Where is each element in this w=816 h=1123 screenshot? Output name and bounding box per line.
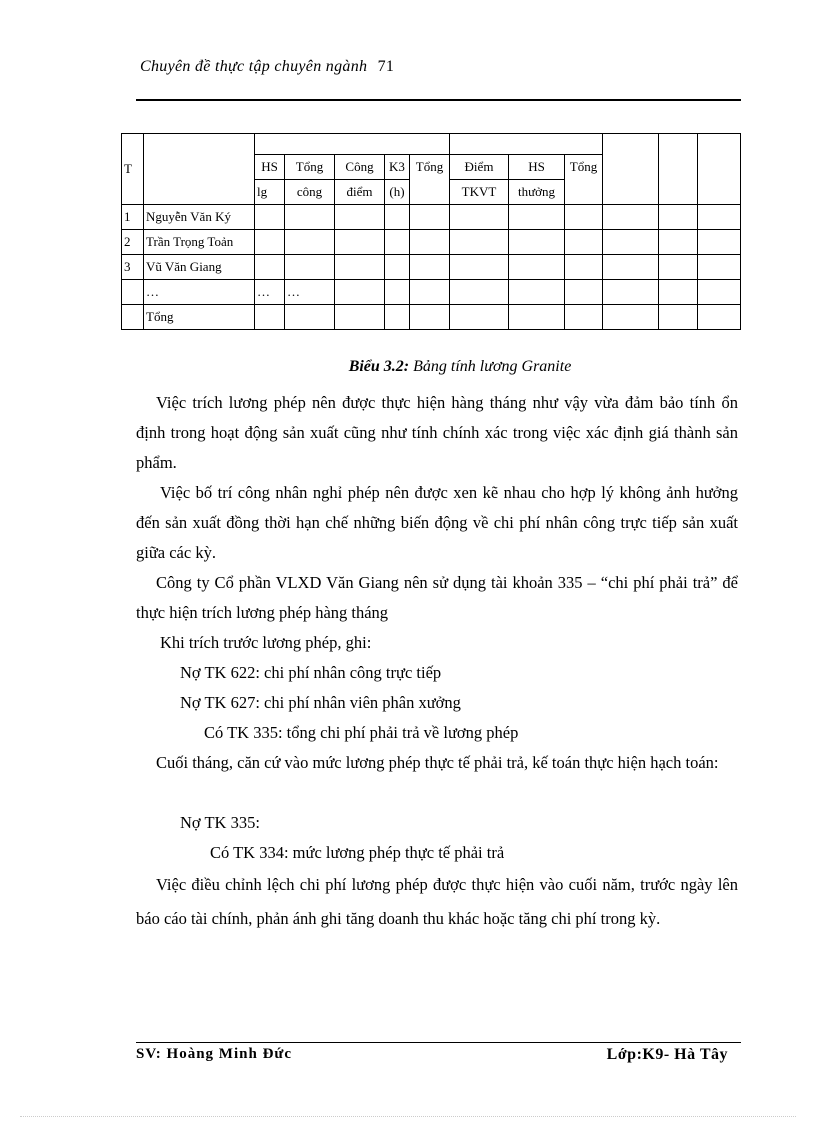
table-header-cell [603,134,659,205]
table-header-cell: lg [255,180,285,205]
total-label: Tổng [144,305,255,330]
entry-debit-622: Nợ TK 622: chi phí nhân công trực tiếp [180,663,442,682]
row-number [122,305,144,330]
table-header-cell: thưởng [509,180,565,205]
table-header-cell: công [285,180,335,205]
table-header-cell [659,134,698,205]
paragraph-4: Cuối tháng, căn cứ vào mức lương phép thực tế phải trả, kế toán thực hiện hạch toán: [156,753,719,772]
employee-name: … [144,280,255,305]
header-title: Chuyên đề thực tập chuyên ngành [140,58,368,75]
row-number [122,280,144,305]
table-row [122,230,741,255]
paragraph-2: Việc bố trí công nhân nghỉ phép nên được xen kẽ nhau cho hợp lý không ảnh hưởng đến sản xuất đồng thời hạn chế những biến động về chi phí nhân công trực tiếp sản xuất giữa các kỳ. [136,483,738,562]
table-header-cell [698,134,741,205]
page-edge-dotted-line [20,1116,796,1117]
employee-name: Vũ Văn Giang [144,255,255,280]
row-number: 3 [122,255,144,280]
footer-class: Lớp:K9- Hà Tây [606,1046,728,1063]
caption-text: Bảng tính lương Granite [413,358,572,375]
table-header-cell: Tổng [285,155,335,180]
table-header-cell: Tổng [410,155,450,205]
paragraph-3: Công ty Cổ phần VLXD Văn Giang nên sử dụng tài khoản 335 – “chi phí phải trả” để thực hiện trích lương phép hàng tháng [136,573,738,622]
table-header-cell: HS [509,155,565,180]
table-header-cell: HS [255,155,285,180]
table-header-cell: T [122,134,144,205]
paragraph-1: Việc trích lương phép nên được thực hiện hàng tháng như vậy vừa đảm bảo tính ổn định trong hoạt động sản xuất cũng như tính chính xác trong việc xác định giá thành sản phẩm. [136,393,738,472]
entry-credit-335: Có TK 335: tổng chi phí phải trả về lương phép [204,723,519,742]
table-row [122,205,741,230]
entry-credit-334: Có TK 334: mức lương phép thực tế phải trả [210,843,505,862]
table-header-cell: Điểm [450,155,509,180]
employee-name: Trần Trọng Toản [144,230,255,255]
footer-divider [136,1042,741,1043]
row-number: 2 [122,230,144,255]
table-header-cell: Công [335,155,385,180]
table-header-cell: Tổng [565,155,603,205]
paragraph-5: Việc điều chỉnh lệch chi phí lương phép được thực hiện vào cuối năm, trước ngày lên báo cáo tài chính, phản ánh ghi tăng doanh thu khác hoặc tăng chi phí trong kỳ. [136,875,738,928]
employee-name: Nguyễn Văn Ký [144,205,255,230]
entry-debit-627: Nợ TK 627: chi phí nhân viên phân xưởng [180,693,461,712]
table-header-cell [144,134,255,205]
table-row [122,255,741,280]
header-divider [136,99,741,101]
table-cell: … [285,280,335,305]
page-header [140,58,394,76]
salary-table [121,133,741,330]
row-number: 1 [122,205,144,230]
table-header-cell [255,134,450,155]
table-header-cell: K3 [385,155,410,180]
table-header-cell: (h) [385,180,410,205]
caption-label: Biểu 3.2: [348,358,410,375]
entry-intro: Khi trích trước lương phép, ghi: [160,633,372,652]
footer-student: SV: Hoàng Minh Đức [136,1046,293,1062]
table-caption [0,358,816,376]
table-row [122,134,741,155]
table-header-cell [450,134,603,155]
table-header-cell: điểm [335,180,385,205]
table-header-cell: TKVT [450,180,509,205]
table-row [122,280,741,305]
page-number: 71 [377,58,395,75]
table-cell: … [255,280,285,305]
entry-debit-335: Nợ TK 335: [180,813,260,832]
table-row [122,305,741,330]
